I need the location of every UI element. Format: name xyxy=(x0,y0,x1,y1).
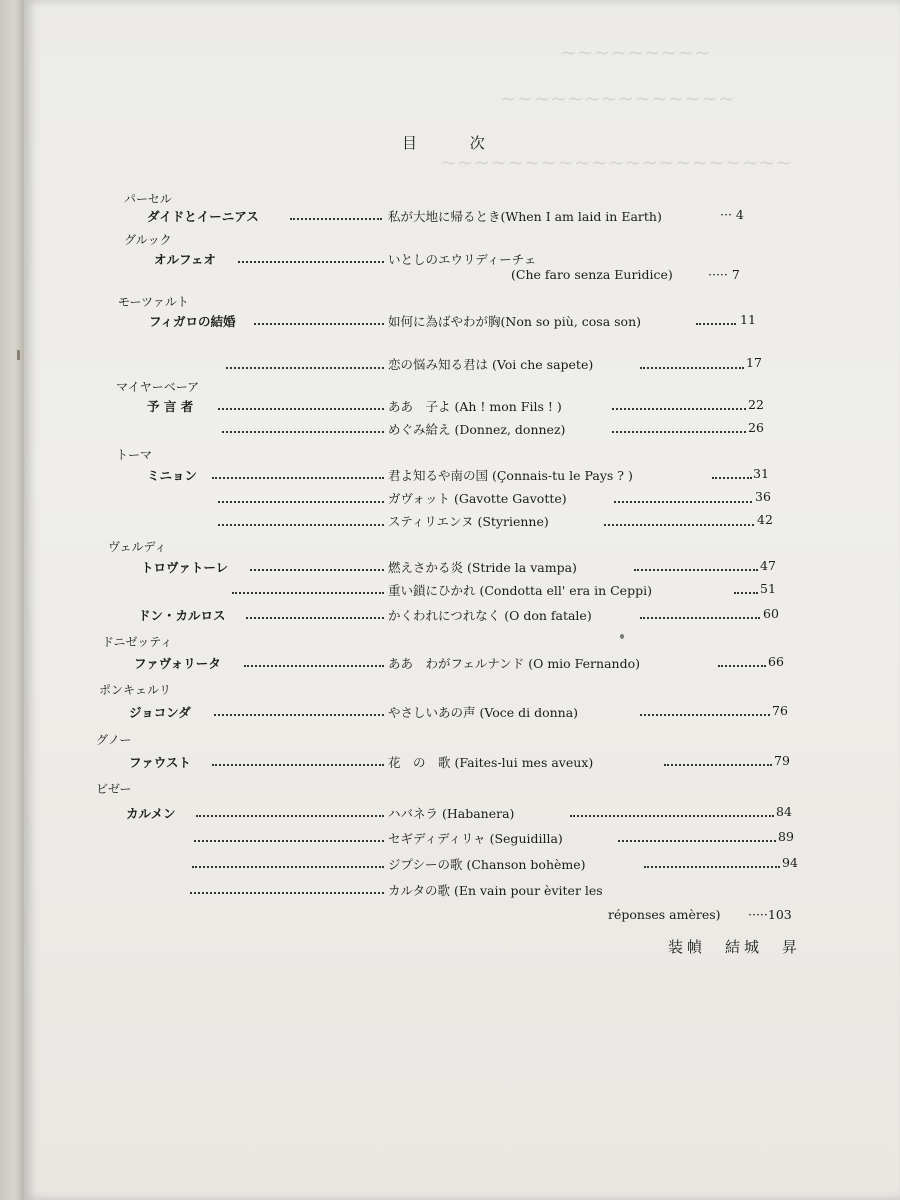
opera-title: ドン・カルロス xyxy=(138,608,226,623)
leader-dots xyxy=(238,261,384,263)
leader-dots xyxy=(640,367,744,369)
leader-dots xyxy=(612,408,746,410)
opera-title: オルフェオ xyxy=(154,252,216,267)
aria-title-continued: (Che faro senza Euridice) xyxy=(511,267,673,282)
aria-title: スティリエンヌ (Styrienne) xyxy=(388,514,549,529)
page-number: 94 xyxy=(782,855,798,870)
page-number: 42 xyxy=(757,512,773,527)
leader-dots xyxy=(644,866,780,868)
opera-title: 予 言 者 xyxy=(147,399,194,414)
composer-name: ヴェルディ xyxy=(108,540,167,554)
page-number: ····· 7 xyxy=(708,267,740,282)
page-title: 目 次 xyxy=(402,134,509,152)
page-number: 84 xyxy=(776,804,792,819)
aria-title: カルタの歌 (En vain pour èviter les xyxy=(388,883,603,898)
aria-title: やさしいあの声 (Voce di donna) xyxy=(388,705,579,720)
aria-title: 恋の悩み知る君は (Voi che sapete) xyxy=(388,357,594,372)
leader-dots xyxy=(696,323,736,325)
composer-name: ビゼー xyxy=(96,782,132,796)
aria-title: 花 の 歌 (Faites-lui mes aveux) xyxy=(388,755,594,770)
opera-title: カルメン xyxy=(126,806,176,821)
leader-dots xyxy=(196,815,384,817)
aria-title: ああ わがフェルナンド (O mio Fernando) xyxy=(388,656,640,671)
leader-dots xyxy=(246,617,384,619)
opera-title: ファウスト xyxy=(129,755,191,770)
aria-title: ハバネラ (Habanera) xyxy=(388,806,515,821)
leader-dots xyxy=(232,592,384,594)
aria-title: 君よ知るや南の国 (Çonnais-tu le Pays ? ) xyxy=(388,468,633,483)
composer-name: ドニゼッティ xyxy=(102,635,173,649)
composer-name: モーツァルト xyxy=(118,295,189,309)
leader-dots xyxy=(244,665,384,667)
page-number: ··· 4 xyxy=(720,207,744,222)
leader-dots xyxy=(212,477,384,479)
composer-name: マイヤーベーア xyxy=(116,380,200,394)
page-number: 66 xyxy=(768,654,784,669)
page-number: 51 xyxy=(760,581,776,596)
page-number: 26 xyxy=(748,420,764,435)
leader-dots xyxy=(222,431,384,433)
aria-title: セギディディリャ (Seguidilla) xyxy=(388,831,563,846)
paper-speck xyxy=(620,634,624,639)
bleed-through-text: ~~~~~~~~~~~~~~ xyxy=(500,86,735,110)
composer-name: トーマ xyxy=(116,448,153,462)
page-number: 36 xyxy=(755,489,771,504)
leader-dots xyxy=(218,524,384,526)
bleed-through-text: ~~~~~~~~~~~~~~~~~~~~~ xyxy=(440,150,792,174)
leader-dots xyxy=(218,408,384,410)
binding-edge xyxy=(0,0,24,1200)
aria-title: 重い鎖にひかれ (Condotta ell' era in Ceppi) xyxy=(388,583,652,598)
page-number: ·····103 xyxy=(748,907,792,922)
leader-dots xyxy=(226,367,384,369)
leader-dots xyxy=(290,218,382,220)
aria-title: ガヴォット (Gavotte Gavotte) xyxy=(388,491,567,506)
leader-dots xyxy=(612,431,746,433)
leader-dots xyxy=(618,840,776,842)
composer-name: グルック xyxy=(124,233,172,247)
aria-title: かくわれにつれなく (O don fatale) xyxy=(388,608,592,623)
leader-dots xyxy=(254,323,384,325)
book-page xyxy=(24,0,900,1200)
cover-design-credit: 装幀 結城 昇 xyxy=(668,938,802,956)
leader-dots xyxy=(634,569,758,571)
opera-title: ミニョン xyxy=(147,468,198,483)
leader-dots xyxy=(664,764,772,766)
leader-dots xyxy=(640,617,760,619)
aria-title-continued: réponses amères) xyxy=(608,907,721,922)
page-mark xyxy=(17,350,20,360)
leader-dots xyxy=(640,714,770,716)
leader-dots xyxy=(604,524,754,526)
opera-title: ファヴォリータ xyxy=(134,656,221,671)
page-number: 89 xyxy=(778,829,794,844)
composer-name: ポンキェルリ xyxy=(99,683,172,697)
page-number: 79 xyxy=(774,753,790,768)
page-number: 31 xyxy=(753,466,769,481)
page-number: 22 xyxy=(748,397,764,412)
aria-title: いとしのエウリディーチェ xyxy=(388,252,537,267)
composer-name: パーセル xyxy=(124,192,172,206)
page-number: 76 xyxy=(772,703,788,718)
bleed-through-text: ~~~~~~~~~ xyxy=(560,40,711,64)
aria-title: 如何に為ばやわが胸(Non so più, cosa son) xyxy=(388,314,642,329)
aria-title: めぐみ給え (Donnez, donnez) xyxy=(388,422,566,437)
leader-dots xyxy=(712,477,752,479)
leader-dots xyxy=(570,815,774,817)
leader-dots xyxy=(214,714,384,716)
leader-dots xyxy=(614,501,752,503)
leader-dots xyxy=(734,592,758,594)
leader-dots xyxy=(250,569,384,571)
opera-title: ダイドとイーニアス xyxy=(147,209,259,224)
leader-dots xyxy=(212,764,384,766)
page-number: 60 xyxy=(763,606,779,621)
opera-title: フィガロの結婚 xyxy=(149,314,236,329)
opera-title: ジョコンダ xyxy=(129,705,191,720)
aria-title: ああ 子よ (Ah ! mon Fils ! ) xyxy=(388,399,562,414)
page-number: 47 xyxy=(760,558,776,573)
opera-title: トロヴァトーレ xyxy=(141,560,229,575)
aria-title: 私が大地に帰るとき(When I am laid in Earth) xyxy=(388,209,662,224)
page-number: 11 xyxy=(740,312,756,327)
leader-dots xyxy=(190,892,384,894)
leader-dots xyxy=(718,665,766,667)
aria-title: ジプシーの歌 (Chanson bohème) xyxy=(388,857,586,872)
leader-dots xyxy=(194,840,384,842)
page-number: 17 xyxy=(746,355,762,370)
aria-title: 燃えさかる炎 (Stride la vampa) xyxy=(388,560,577,575)
composer-name: グノー xyxy=(96,733,132,747)
leader-dots xyxy=(218,501,384,503)
leader-dots xyxy=(192,866,384,868)
